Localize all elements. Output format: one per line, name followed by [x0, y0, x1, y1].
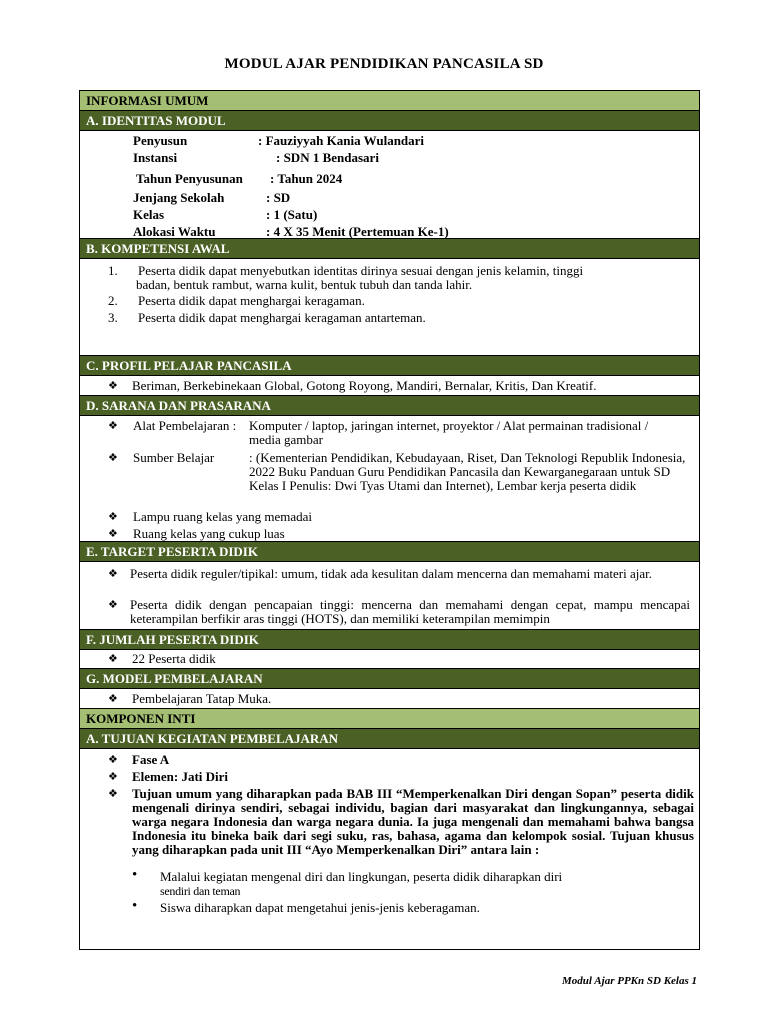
- diamond-bullet-icon: ❖: [108, 511, 118, 523]
- profil-cell: [80, 376, 699, 396]
- module-table: [79, 90, 700, 950]
- section-model-pembelajaran: G. MODEL PEMBELAJARAN: [80, 669, 699, 689]
- section-informasi-umum: INFORMASI UMUM: [80, 91, 699, 111]
- diamond-bullet-icon: ❖: [108, 788, 118, 800]
- sub-item-1-line2: sendiri dan teman: [160, 884, 241, 898]
- lampu-item: Lampu ruang kelas yang memadai: [133, 509, 313, 524]
- section-komponen-inti: KOMPONEN INTI: [80, 709, 699, 729]
- kelas-label: Kelas: [133, 207, 165, 222]
- diamond-bullet-icon: ❖: [108, 452, 118, 464]
- kompetensi-number-1: 1.: [108, 263, 118, 278]
- page-title: MODUL AJAR PENDIDIKAN PANCASILA SD: [224, 56, 544, 72]
- kompetensi-number-3: 3.: [108, 310, 118, 325]
- tujuan-paragraph: Tujuan umum yang diharapkan pada BAB III “Memperkenalkan Diri dengan Sopan” peserta didik mengenali dirinya sendiri, sebagai individu, bagian dari masyarakat dan lingkungannya, sebagai warga negara Indonesia dan warga negara dunia. Ia juga mengenali dan memahami bahwa bangsa Indonesia itu bineka baik dari segi suku, ras, bahasa, agama dan kelompok sosial. Tujuan khusus yang diharapkan pada unit III “Ayo Memperkenalkan Diri” antara lain :: [132, 786, 694, 857]
- tahun-label: Tahun Penyusunan: [136, 171, 243, 186]
- identitas-cell: [80, 131, 699, 239]
- alat-value: Komputer / laptop, jaringan internet, proyektor / Alat permainan tradisional / media gambar: [249, 418, 649, 447]
- diamond-bullet-icon: ❖: [108, 568, 118, 580]
- target-cell: [80, 562, 699, 630]
- page-footer: Modul Ajar PPKn SD Kelas 1: [562, 975, 697, 987]
- kompetensi-cell: [80, 259, 699, 356]
- jenjang-label: Jenjang Sekolah: [133, 190, 225, 205]
- section-tujuan-kegiatan: A. TUJUAN KEGIATAN PEMBELAJARAN: [80, 729, 699, 749]
- section-profil-pelajar: C. PROFIL PELAJAR PANCASILA: [80, 356, 699, 376]
- kompetensi-item-1-line2: badan, bentuk rambut, warna kulit, bentuk tubuh dan tanda lahir.: [136, 277, 473, 292]
- diamond-bullet-icon: ❖: [108, 693, 118, 705]
- tujuan-cell: [80, 749, 699, 949]
- alat-label: Alat Pembelajaran :: [133, 418, 237, 433]
- kompetensi-number-2: 2.: [108, 293, 118, 308]
- model-cell: [80, 689, 699, 709]
- diamond-bullet-icon: ❖: [108, 653, 118, 665]
- alokasi-label: Alokasi Waktu: [133, 224, 216, 239]
- sumber-value: : (Kementerian Pendidikan, Kebudayaan, Riset, Dan Teknologi Republik Indonesia, 2022 Buku Panduan Guru Pendidikan Pancasila dan Kewarganegaraan untuk SD Kelas I Penulis: Dwi Tyas Utami dan Internet), Lembar kerja peserta didik: [249, 450, 686, 493]
- round-bullet-icon: •: [132, 867, 138, 883]
- sumber-label: Sumber Belajar: [133, 450, 215, 465]
- penyusun-label: Penyusun: [133, 133, 188, 148]
- profil-item: Beriman, Berkebinekaan Global, Gotong Royong, Mandiri, Bernalar, Kritis, Dan Kreatif.: [132, 378, 597, 393]
- sub-item-1-line1: Malalui kegiatan mengenal diri dan lingkungan, peserta didik diharapkan diri: [160, 869, 563, 884]
- alokasi-value: : 4 X 35 Menit (Pertemuan Ke-1): [266, 224, 449, 239]
- kompetensi-item-2: Peserta didik dapat menghargai keragaman.: [138, 293, 365, 308]
- jumlah-item: 22 Peserta didik: [132, 651, 216, 666]
- section-kompetensi-awal: B. KOMPETENSI AWAL: [80, 239, 699, 259]
- round-bullet-icon: •: [132, 898, 138, 914]
- instansi-value: : SDN 1 Bendasari: [276, 150, 379, 165]
- diamond-bullet-icon: ❖: [108, 528, 118, 540]
- instansi-label: Instansi: [133, 150, 178, 165]
- target-item-2: Peserta didik dengan pencapaian tinggi: mencerna dan memahami dengan cepat, mampu mencapai keterampilan berfikir aras tinggi (HOTS), dan memiliki keterampilan memimpin: [130, 597, 690, 626]
- tahun-value: : Tahun 2024: [270, 171, 343, 186]
- sarana-cell: [80, 416, 699, 542]
- jumlah-cell: [80, 650, 699, 669]
- elemen-item: Elemen: Jati Diri: [132, 769, 229, 784]
- fase-item: Fase A: [132, 752, 170, 767]
- target-item-1: Peserta didik reguler/tipikal: umum, tidak ada kesulitan dalam mencerna dan memahami materi ajar.: [130, 566, 652, 581]
- kompetensi-item-1-line1: Peserta didik dapat menyebutkan identitas dirinya sesuai dengan jenis kelamin, tinggi: [138, 263, 584, 278]
- diamond-bullet-icon: ❖: [108, 754, 118, 766]
- jenjang-value: : SD: [266, 190, 291, 205]
- section-identitas-modul: A. IDENTITAS MODUL: [80, 111, 699, 131]
- diamond-bullet-icon: ❖: [108, 420, 118, 432]
- section-target-peserta: E. TARGET PESERTA DIDIK: [80, 542, 699, 562]
- kelas-value: : 1 (Satu): [266, 207, 318, 222]
- ruang-item: Ruang kelas yang cukup luas: [133, 526, 285, 541]
- diamond-bullet-icon: ❖: [108, 771, 118, 783]
- kompetensi-item-3: Peserta didik dapat menghargai keragaman antarteman.: [138, 310, 426, 325]
- penyusun-value: : Fauziyyah Kania Wulandari: [258, 133, 425, 148]
- section-jumlah-peserta: F. JUMLAH PESERTA DIDIK: [80, 630, 699, 650]
- diamond-bullet-icon: ❖: [108, 380, 118, 392]
- model-item: Pembelajaran Tatap Muka.: [132, 691, 272, 706]
- diamond-bullet-icon: ❖: [108, 599, 118, 611]
- sub-item-2: Siswa diharapkan dapat mengetahui jenis-jenis keberagaman.: [160, 900, 480, 915]
- section-sarana-prasarana: D. SARANA DAN PRASARANA: [80, 396, 699, 416]
